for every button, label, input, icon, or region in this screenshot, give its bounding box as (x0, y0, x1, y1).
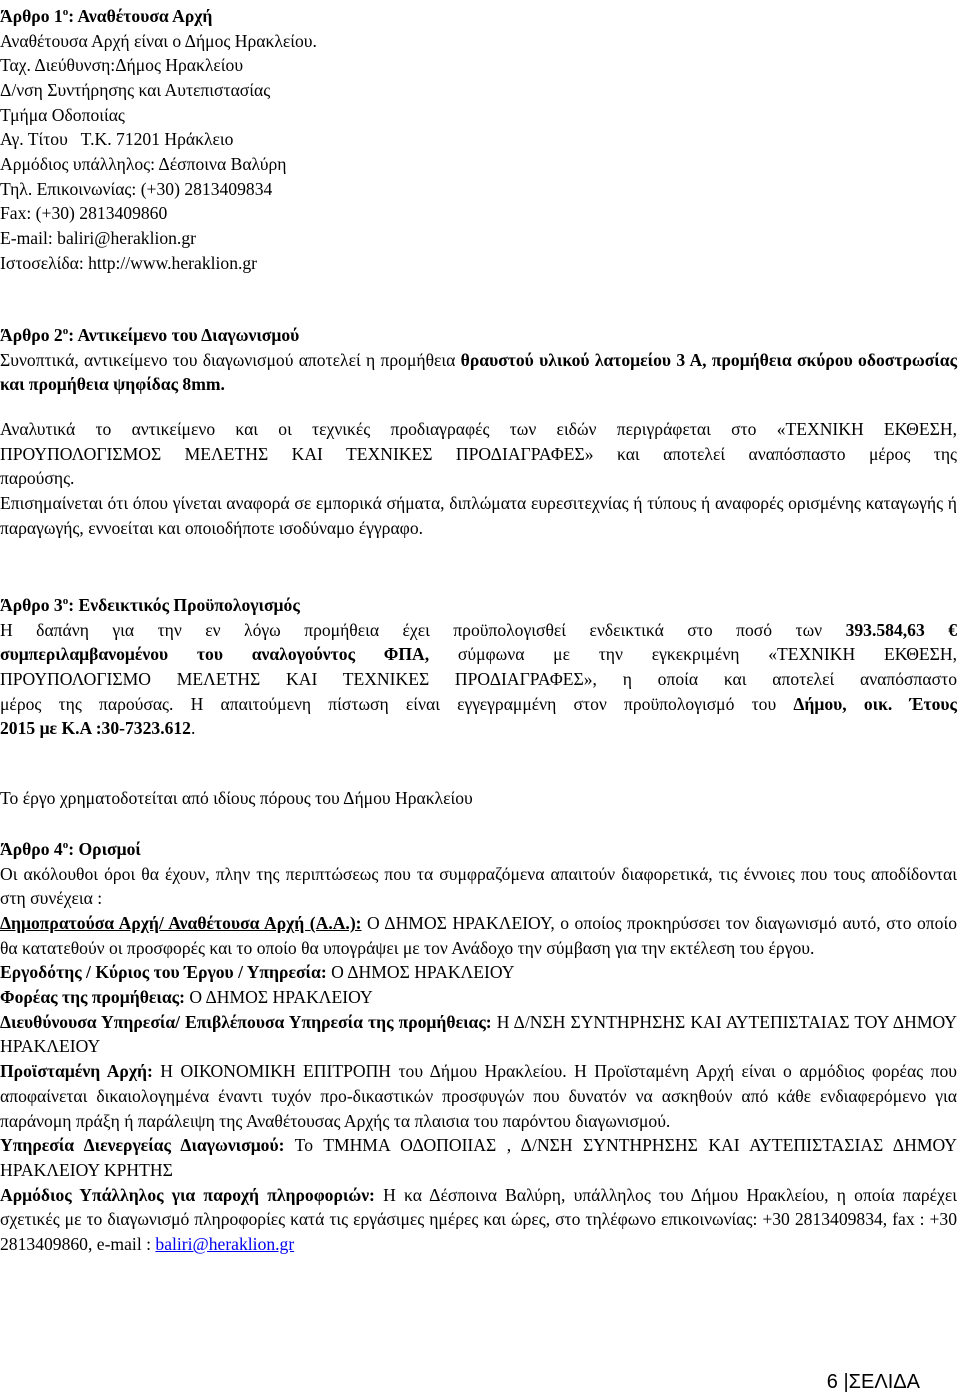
details-line-3: παρούσης. (0, 468, 75, 489)
definition-procurement-body: Φορέας της προμήθειας: Ο ΔΗΜΟΣ ΗΡΑΚΛΕΙΟΥ (0, 987, 373, 1008)
article-2-heading: Άρθρο $2^o$: Αντικείμενο του Διαγωνισμού (0, 324, 300, 345)
email-link[interactable]: baliri@heraklion.gr (155, 1234, 295, 1255)
trademark-note: Επισημαίνεται ότι όπου γίνεται αναφορά σε εμπορικά σήματα, διπλώματα ευρεσιτεχνίας ή τύπους ή αναφορές ορισμένης καταγωγής ή παραγωγής, εννοείται και οποιοδήποτε ισοδύναμο έγγραφο. (0, 493, 957, 538)
budget-line-5: 2015 με Κ.Α :30-7323.612. (0, 718, 196, 739)
article-2-details (0, 417, 957, 541)
definition-supervising-service: Διευθύνουσα Υπηρεσία/ Επιβλέπουσα Υπηρεσία της προμήθειας: Η Δ/ΝΣΗ ΣΥΝΤΗΡΗΣΗΣ ΚΑΙ ΑΥΤΕΠΙΣΤΑΙΑΣ ΤΟΥ ΔΗΜΟΥ ΗΡΑΚΛΕΙΟΥ (0, 1011, 957, 1057)
article-3 (0, 589, 957, 741)
article-4 (0, 833, 957, 1257)
department-line: Τμήμα Οδοποιίας (0, 104, 125, 125)
page-number: 6 (826, 1371, 838, 1393)
article-1 (0, 0, 957, 276)
page-label: ΣΕΛΙΔΑ (848, 1371, 920, 1393)
contact-person-line: Αρμόδιος υπάλληλος: Δέσποινα Βαλύρη (0, 154, 287, 175)
directorate-line: Δ/νση Συντήρησης και Αυτεπιστασίας (0, 79, 271, 100)
footer-separator: | (843, 1371, 849, 1393)
definition-employer: Εργοδότης / Κύριος του Έργου / Υπηρεσία: Ο ΔΗΜΟΣ ΗΡΑΚΛΕΙΟΥ (0, 962, 515, 983)
street-line: Αγ. Τίτου Τ.Κ. 71201 Ηράκλειο (0, 129, 234, 150)
article-2-summary: Συνοπτικά, αντικείμενο του διαγωνισμού αποτελεί η προμήθεια θραυστού υλικού λατομείου 3 Α, προμήθεια σκύρου οδοστρωσίας και προμήθεια ψηφίδας 8mm. (0, 349, 957, 395)
address-line: Ταχ. Διεύθυνση:Δήμος Ηρακλείου (0, 55, 244, 76)
details-line-1: Αναλυτικά το αντικείμενο και οι τεχνικές προδιαγραφές των ειδών περιγράφεται στο «ΤΕΧΝΙΚΗ ΕΚΘΕΣΗ, (0, 419, 957, 439)
article-3-heading: Άρθρο $3^o$: Ενδεικτικός Προϋπολογισμός (0, 594, 300, 615)
authority-line: Αναθέτουσα Αρχή είναι ο Δήμος Ηρακλείου. (0, 30, 317, 51)
definition-superior-authority: Προϊσταμένη Αρχή: Η ΟΙΚΟΝΟΜΙΚΗ ΕΠΙΤΡΟΠΗ του Δήμου Ηρακλείου. Η Προϊσταμένη Αρχή είναι ο αρμόδιος φορέας που αποφαίνεται δικαιολογημένα έναντι τυχόν προ-δικαστικών προσφυγών που δυνατόν να ασκηθούν από κάθε ενδιαφερόμενο για παράνομη πράξη ή παράλειψη της Αναθέτουσας Αρχής τα πλαισια του παρόντου διαγωνισμού. (0, 1061, 957, 1131)
fax-line: Fax: (+30) 2813409860 (0, 203, 168, 224)
budget-line-3: ΠΡΟΥΠΟΛΟΓΙΣΜΟ ΜΕΛΕΤΗΣ ΚΑΙ ΤΕΧΝΙΚΕΣ ΠΡΟΔΙΑΓΡΑΦΕΣ», η οποία και αποτελεί αναπόσπαστο (0, 668, 957, 689)
definitions-intro: Οι ακόλουθοι όροι θα έχουν, πλην της περιπτώσεως που τα συμφραζόμενα απαιτούν διαφορετικά, τις έννοιες που τους αποδίδονται στη συνέχεια : (0, 863, 957, 909)
definition-contracting-authority: Δημοπρατούσα Αρχή/ Αναθέτουσα Αρχή (Α.Α.): Ο ΔΗΜΟΣ ΗΡΑΚΛΕΙΟΥ, ο οποίος προκηρύσσει τον διαγωνισμό αυτό, στο οποίο θα κατατεθούν οι προσφορές και το οποίο θα υπογράψει με τον Ανάδοχο την σύμβαση για την εκτέλεση του έργου. (0, 912, 957, 958)
budget-line-4: μέρος της παρούσας. Η απαιτούμενη πίστωση είναι εγγεγραμμένη στον προϋπολογισμό του Δήμου, οικ. Έτους (0, 693, 957, 714)
article-4-heading: Άρθρο $4^o$: Ορισμοί (0, 838, 141, 859)
budget-line-1: Η δαπάνη για την εν λόγω προμήθεια έχει προϋπολογισθεί ενδεικτικά στο ποσό των 393.584,63 € (0, 619, 957, 640)
definition-tender-service: Υπηρεσία Διενεργείας Διαγωνισμού: Το ΤΜΗΜΑ ΟΔΟΠΟΙΙΑΣ , Δ/ΝΣΗ ΣΥΝΤΗΡΗΣΗΣ ΚΑΙ ΑΥΤΕΠΙΣΤΑΣΙΑΣ ΔΗΜΟΥ ΗΡΑΚΛΕΙΟΥ ΚΡΗΤΗΣ (0, 1135, 958, 1180)
website-line: Ιστοσελίδα: http://www.heraklion.gr (0, 252, 258, 273)
article-2 (0, 319, 957, 397)
details-line-2: ΠΡΟΥΠΟΛΟΓΙΣΜΟΣ ΜΕΛΕΤΗΣ ΚΑΙ ΤΕΧΝΙΚΕΣ ΠΡΟΔΙΑΓΡΑΦΕΣ» και αποτελεί αναπόσπαστο μέρος της (0, 443, 957, 464)
funding-text: Το έργο χρηματοδοτείται από ιδίους πόρους του Δήμου Ηρακλείου (0, 788, 473, 808)
page-footer (827, 1370, 920, 1394)
email-line: E-mail: baliri@heraklion.gr (0, 228, 196, 249)
definition-contact-officer: Αρμόδιος Υπάλληλος για παροχή πληροφοριών: Η κα Δέσποινα Βαλύρη, υπάλληλος του Δήμου Ηρακλείου, η οποία παρέχει σχετικές με το διαγωνισμό πληροφορίες κατά τις εργάσιμες ημέρες και ώρες, στο τηλέφωνο επικοινωνίας: +30 2813409834, fax : +30 2813409860, e-mail : baliri@heraklion.gr (0, 1184, 957, 1255)
article-1-heading: Άρθρο $1^o$: Αναθέτουσα Αρχή (0, 5, 213, 26)
funding-statement (0, 786, 957, 811)
phone-line: Τηλ. Επικοινωνίας: (+30) 2813409834 (0, 178, 273, 199)
budget-line-2: συμπεριλαμβανομένου του αναλογούντος ΦΠΑ, σύμφωνα με την εγκεκριμένη «ΤΕΧΝΙΚΗ ΕΚΘΕΣΗ, (0, 644, 957, 665)
